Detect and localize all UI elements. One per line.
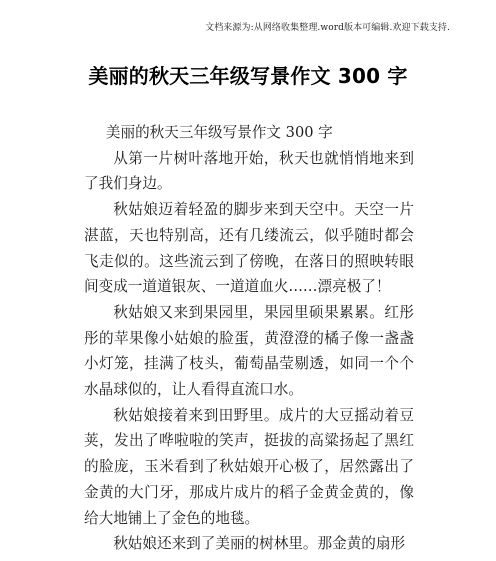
article-body [84,120,414,557]
page-title: 美丽的秋天三年级写景作文 300 字 [88,64,408,88]
paragraph: 秋姑娘迈着轻盈的脚步来到天空中。天空一片湛蓝，天也特别高，还有几缕流云，似乎随时都会飞走似的。这些流云到了傍晚，在落日的照映转眼间变成一道道银灰、一道道血火……漂亮极了！ [84,201,414,296]
paragraph: 秋姑娘接着来到田野里。成片的大豆摇动着豆荚，发出了哗啦啦的笑声，挺拔的高粱扬起了黑红的脸庞，玉米看到了秋姑娘开心极了，居然露出了金黄的大门牙，那成片成片的稻子金黄金黄的，像给大地铺上了金色的地毯。 [84,406,414,527]
paragraph: 秋姑娘还来到了美丽的树林里。那金黄的扇形 [113,535,406,553]
header-note: 文档来源为:从网络收集整理.word版本可编辑.欢迎下载支持. [205,23,450,33]
paragraph-subtitle: 美丽的秋天三年级写景作文 300 字 [105,124,333,141]
paragraph: 从第一片树叶落地开始，秋天也就悄悄地来到了我们身边。 [84,149,414,193]
paragraph: 秋姑娘又来到果园里，果园里硕果累累。红彤彤的苹果像小姑娘的脸蛋，黄澄澄的橘子像一盏盏小灯笼，挂满了枝头，葡萄晶莹剔透，如同一个个水晶球似的，让人看得直流口水。 [84,303,414,399]
